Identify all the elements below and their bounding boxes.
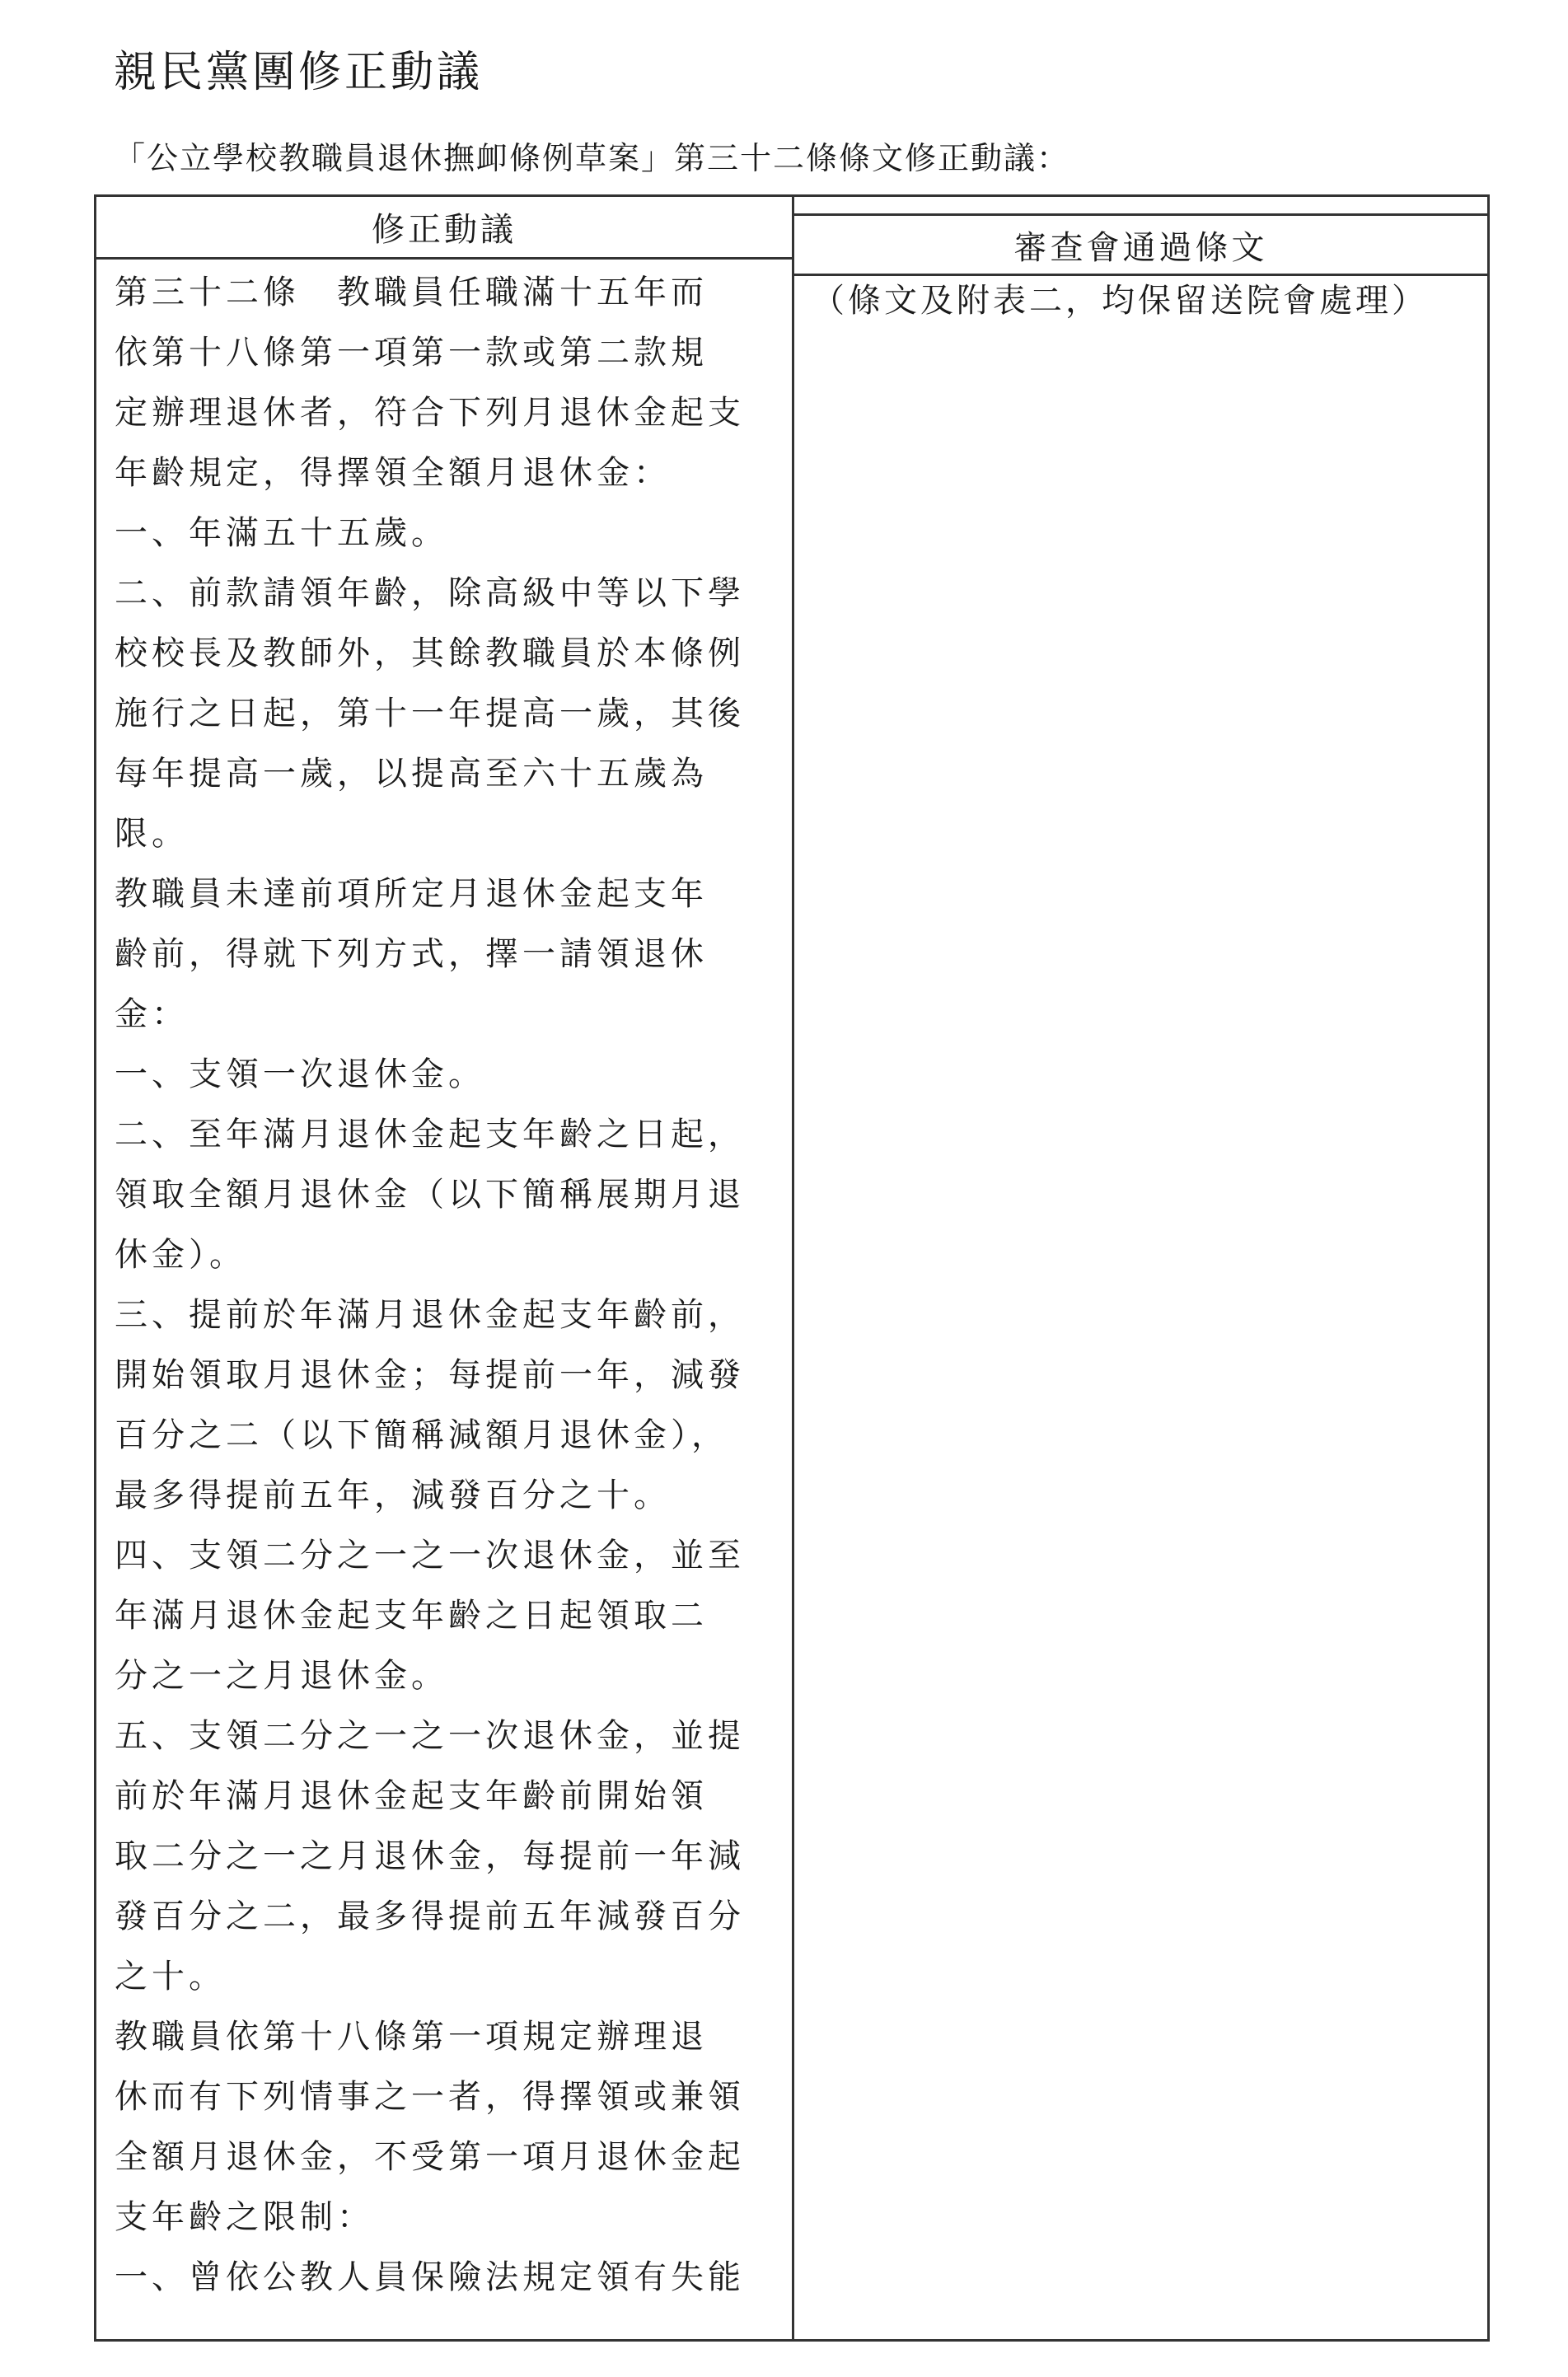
amendment-line: 教職員依第十八條第一項規定辦理退 — [115, 2018, 708, 2056]
amendment-line: 三、提前於年滿月退休金起支年齡前， — [115, 1296, 745, 1334]
amendment-line: 二、前款請領年齡，除高級中等以下學 — [115, 574, 745, 612]
comparison-table — [94, 194, 1490, 2342]
amendment-line: 前於年滿月退休金起支年齡前開始領 — [115, 1777, 708, 1815]
amendment-line: 第三十二條 教職員任職滿十五年而 — [115, 274, 708, 311]
amendment-line: 領取全額月退休金（以下簡稱展期月退 — [115, 1176, 745, 1214]
left-column-header: 修正動議 — [96, 197, 792, 260]
amendment-line: 百分之二（以下簡稱減額月退休金）， — [115, 1416, 728, 1454]
amendment-line: 四、支領二分之一之一次退休金，並至 — [115, 1537, 745, 1575]
amendment-line: 全額月退休金，不受第一項月退休金起 — [115, 2138, 745, 2176]
amendment-line: 每年提高一歲，以提高至六十五歲為 — [115, 755, 708, 793]
column-divider — [792, 197, 794, 2339]
amendment-line: 休金）。 — [115, 1236, 246, 1274]
amendment-line: 校校長及教師外，其餘教職員於本條例 — [115, 634, 745, 672]
amendment-line: 齡前，得就下列方式，擇一請領退休 — [115, 935, 708, 973]
amendment-line: 一、支領一次退休金。 — [115, 1055, 485, 1093]
amendment-line: 支年齡之限制： — [115, 2198, 374, 2236]
amendment-line: 二、至年滿月退休金起支年齡之日起， — [115, 1116, 745, 1153]
amendment-line: 年滿月退休金起支年齡之日起領取二 — [115, 1597, 708, 1635]
document-title: 親民黨團修正動議 — [114, 48, 484, 97]
document-subtitle: 「公立學校教職員退休撫卹條例草案」第三十二條條文修正動議： — [114, 140, 1070, 176]
amendment-line: 限。 — [115, 815, 189, 853]
amendment-line: 休而有下列情事之一者，得擇領或兼領 — [115, 2078, 745, 2116]
amendment-line: 之十。 — [115, 1958, 226, 1996]
amendment-line: 一、年滿五十五歲。 — [115, 514, 448, 552]
amendment-line: 年齡規定，得擇領全額月退休金： — [115, 454, 671, 492]
amendment-line: 五、支領二分之一之一次退休金，並提 — [115, 1717, 745, 1755]
amendment-line: 取二分之一之月退休金，每提前一年減 — [115, 1837, 745, 1875]
amendment-line: 開始領取月退休金；每提前一年，減發 — [115, 1356, 745, 1394]
amendment-line: 發百分之二，最多得提前五年減發百分 — [115, 1897, 745, 1935]
amendment-line: 教職員未達前項所定月退休金起支年 — [115, 875, 708, 913]
amendment-line: 分之一之月退休金。 — [115, 1657, 448, 1695]
committee-approved-text: （條文及附表二，均保留送院會處理） — [812, 282, 1428, 320]
amendment-line: 定辦理退休者，符合下列月退休金起支 — [115, 394, 745, 432]
right-column-header: 審查會通過條文 — [794, 213, 1487, 276]
amendment-line: 最多得提前五年，減發百分之十。 — [115, 1476, 671, 1514]
amendment-line: 依第十八條第一項第一款或第二款規 — [115, 334, 708, 372]
amendment-line: 施行之日起，第十一年提高一歲，其後 — [115, 695, 745, 732]
amendment-line: 一、曾依公教人員保險法規定領有失能 — [115, 2258, 745, 2296]
amendment-text — [115, 263, 774, 2308]
amendment-line: 金： — [115, 995, 189, 1033]
